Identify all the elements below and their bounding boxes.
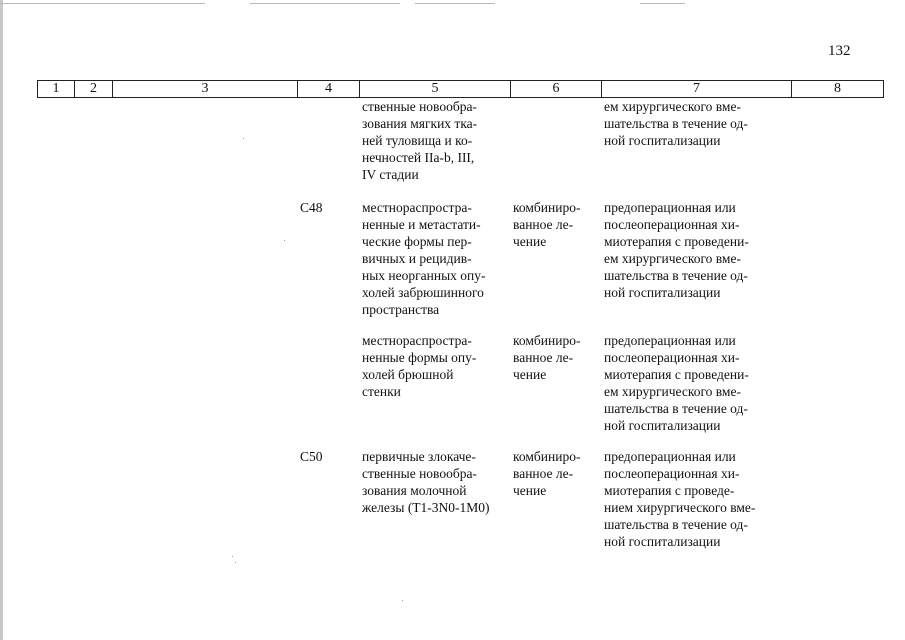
row-1-treatment-line: комбиниро- [513,200,581,215]
scan-speck [402,600,403,601]
row-1-diagnosis-line: ных неорганных опу- [362,268,486,283]
row-0-method-line: шательства в течение од- [604,116,748,131]
row-2-treatment-line: чение [513,367,547,382]
row-3-method-line: шательства в течение од- [604,517,748,532]
row-2-method-line: ной госпитализации [604,418,721,433]
row-1-diagnosis-line: ческие формы пер- [362,234,472,249]
row-3-method-line: предоперационная или [604,449,736,464]
row-1-diagnosis-line: местнораспростра- [362,200,472,215]
row-0-diagnosis-line: зования мягких тка- [362,116,478,131]
row-1-method [604,199,776,301]
header-col-7: 7 [602,81,792,98]
row-0-diagnosis-line: IV стадии [362,167,419,182]
row-1-diagnosis-line: пространства [362,302,440,317]
row-2-treatment-line: комбиниро- [513,333,581,348]
row-1-method-line: шательства в течение од- [604,268,748,283]
row-2-diagnosis-line: стенки [362,384,401,399]
row-2-method-line: шательства в течение од- [604,401,748,416]
row-0-method-line: ем хирургического вме- [604,99,741,114]
scan-speck [243,138,244,139]
scan-speck [232,556,233,557]
header-col-1: 1 [38,81,75,98]
row-2-method-line: предоперационная или [604,333,736,348]
row-1-diagnosis-line: холей забрюшинного [362,285,484,300]
row-3-treatment-line: ванное ле- [513,466,574,481]
header-col-8: 8 [792,81,884,98]
row-1-method-line: ем хирургического вме- [604,251,741,266]
row-2-method-line: ем хирургического вме- [604,384,741,399]
row-3-method-line: послеоперационная хи- [604,466,740,481]
header-col-5: 5 [360,81,511,98]
row-2-method-line: послеоперационная хи- [604,350,740,365]
row-1-treatment-line: ванное ле- [513,217,574,232]
row-2-diagnosis-line: ненные формы опу- [362,350,477,365]
page-number: 132 [828,43,851,59]
row-0-diagnosis-line: нечностей IIa-b, III, [362,150,475,165]
row-1-diagnosis-line: вичных и рецидив- [362,251,472,266]
row-0-diagnosis [362,98,503,183]
scan-top-line [415,3,495,4]
row-1-code: C48 [300,200,323,215]
row-2-treatment [513,332,594,383]
row-3-method-line: нием хирургического вме- [604,500,756,515]
row-2-treatment-line: ванное ле- [513,350,574,365]
row-2-diagnosis-line: местнораспростра- [362,333,472,348]
row-3-treatment-line: комбиниро- [513,449,581,464]
row-0-diagnosis-line: ственные новообра- [362,99,477,114]
header-col-3: 3 [113,81,298,98]
row-1-method-line: миотерапия с проведени- [604,234,749,249]
scan-speck [284,240,285,241]
header-col-2: 2 [75,81,113,98]
row-2-method [604,332,776,434]
scan-top-line [250,3,400,4]
scan-top-line [0,3,205,4]
scan-left-edge [0,0,3,640]
row-3-diagnosis-line: первичные злокаче- [362,449,476,464]
header-col-4: 4 [298,81,360,98]
row-0-method [604,98,776,149]
row-3-treatment [513,448,594,499]
row-3-method-line: миотерапия с проведе- [604,483,735,498]
row-2-diagnosis [362,332,503,400]
row-2-diagnosis-line: холей брюшной [362,367,454,382]
table-header [37,80,884,98]
header-col-6: 6 [511,81,602,98]
row-3-diagnosis-line: зования молочной [362,483,467,498]
row-3-method-line: ной госпитализации [604,534,721,549]
row-3-treatment-line: чение [513,483,547,498]
scan-speck [235,562,236,563]
row-3-diagnosis-line: железы (T1-3N0-1M0) [362,500,490,515]
row-1-method-line: ной госпитализации [604,285,721,300]
row-3-method [604,448,776,550]
row-1-method-line: предоперационная или [604,200,736,215]
row-3-diagnosis-line: ственные новообра- [362,466,477,481]
row-3-diagnosis [362,448,503,516]
row-1-diagnosis [362,199,503,318]
row-1-treatment-line: чение [513,234,547,249]
row-1-method-line: послеоперационная хи- [604,217,740,232]
row-1-treatment [513,199,594,250]
row-3-code: C50 [300,449,323,464]
row-2-method-line: миотерапия с проведени- [604,367,749,382]
row-1-diagnosis-line: ненные и метастати- [362,217,481,232]
scan-top-line [640,3,685,4]
row-0-diagnosis-line: ней туловища и ко- [362,133,473,148]
row-0-method-line: ной госпитализации [604,133,721,148]
